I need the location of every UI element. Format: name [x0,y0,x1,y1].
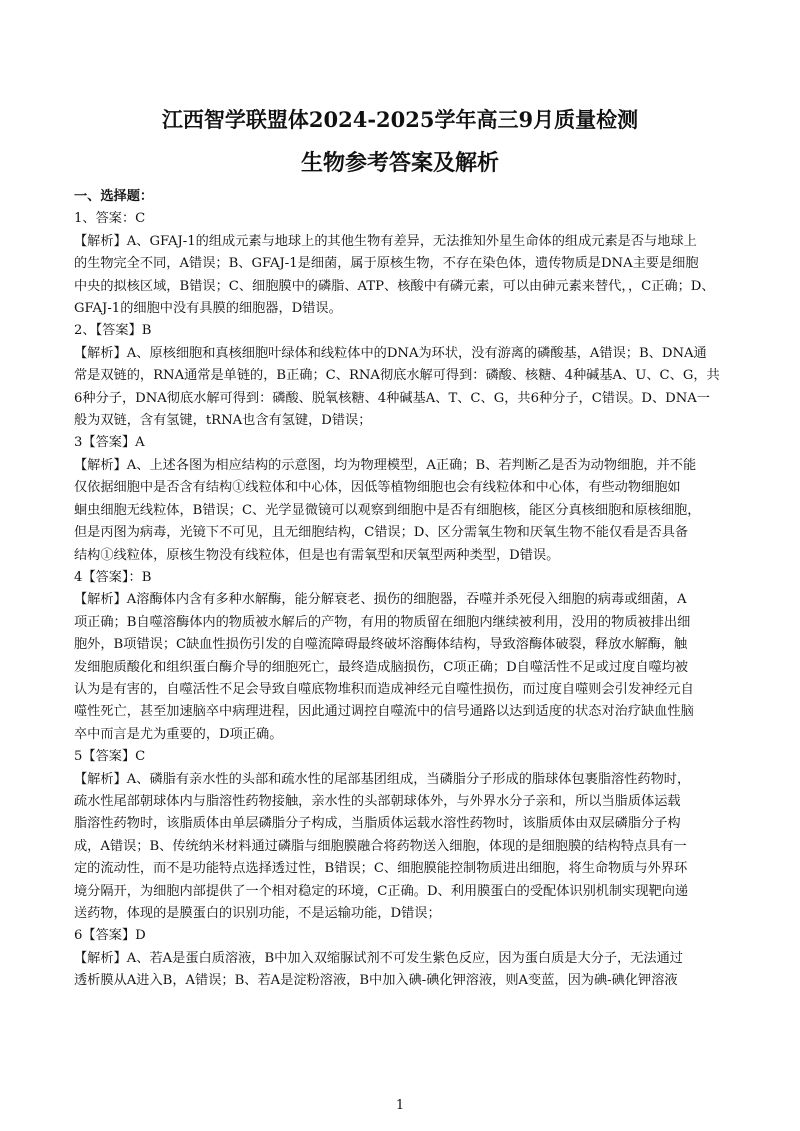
question-block [74,432,730,566]
explanation-line: 【解析】A、若A是蛋白质溶液，B中加入双缩脲试剂不可发生紫色反应，因为蛋白质是大分子，无法通过 [74,950,683,966]
explanation-paragraph [74,343,730,433]
explanation-line: 脂溶性药物时，该脂质体由单层磷脂分子构成，当脂质体运载水溶性药物时，该脂质体由双层磷脂分子构 [74,816,681,832]
explanation-line: 境分隔开，为细胞内部提供了一个相对稳定的环境，C正确。D、利用膜蛋白的受配体识别机制实现靶向递 [74,883,689,899]
explanation-paragraph [74,948,730,993]
answer-line: 4【答案】：B [74,569,152,585]
explanation-line: 送药物，体现的是膜蛋白的识别功能，不是运输功能，D错误； [74,906,441,921]
explanation-line: 项正确；B自噬溶酶体内的物质被水解后的产物，有用的物质留在细胞内继续被利用，没用的物质被排出细 [74,614,691,630]
explanation-paragraph [74,769,730,926]
explanation-line: 结构①线粒体，原核生物没有线粒体，但是也有需氧型和厌氧型两种类型，D错误。 [74,547,560,563]
answer-line: 3【答案】A [74,435,145,451]
explanation-line: 【解析】A溶酶体内含有多种水解酶，能分解衰老、损伤的细胞器，吞噬并杀死侵入细胞的病毒或细菌，A [74,592,687,608]
answer-line: 6【答案】D [74,928,146,944]
document-title: 江西智学联盟体2024-2025学年高三9月质量检测 [161,107,639,132]
explanation-line: 噬性死亡，甚至加速脑卒中病理进程，因此通过调控自噬流中的信号通路以达到适度的状态对治疗缺血性脑 [74,704,694,720]
explanation-line: 胞外，B项错误；C缺血性损伤引发的自噬流障碍最终破坏溶酶体结构，导致溶酶体破裂，释放水解酶，触 [74,637,688,653]
explanation-line: 蛔虫细胞无线粒体，B错误；C、光学显微镜可以观察到细胞中是否有细胞核，能区分真核细胞和原核细胞， [74,502,701,518]
explanation-paragraph [74,231,730,321]
question-block [74,320,730,432]
question-block [74,746,730,925]
explanation-line: 【解析】A、上述各图为相应结构的示意图，均为物理模型，A正确；B、若判断乙是否为动物细胞，并不能 [74,457,697,473]
document-body [74,186,730,993]
explanation-line: 仅依据细胞中是否含有结构①线粒体和中心体，因低等植物细胞也会有线粒体和中心体，有些动物细胞如 [74,480,681,496]
page-number: 1 [395,1098,405,1113]
explanation-line: 成，A错误；B、传统纳米材料通过磷脂与细胞膜融合将药物送入细胞，体现的是细胞膜的结构特点具有一 [74,838,687,854]
explanation-line: 的生物完全不同，A错误；B、GFAJ-1是细菌，属于原核生物，不存在染色体，遗传物质是DNA主要是细胞 [74,256,699,272]
explanation-line: 定的流动性，而不是功能特点选择透过性，B错误；C、细胞膜能控制物质进出细胞，将生命物质与外界环 [74,861,688,877]
section-heading: 一、选择题： [74,189,154,204]
explanation-line: 般为双链，含有氢键，tRNA也含有氢键，D错误； [74,413,372,429]
answer-line: 2、【答案】B [74,323,152,339]
question-list [74,208,730,992]
question-block [74,567,730,746]
explanation-line: 认为是有害的，自噬活性不足会导致自噬底物堆积而造成神经元自噬性损伤，而过度自噬则会引发神经元自 [74,681,694,697]
document-subtitle: 生物参考答案及解析 [300,150,499,176]
answer-line: 1、答案：C [74,211,146,227]
explanation-line: 疏水性尾部朝球体内与脂溶性药物接触，亲水性的头部朝球体外，与外界水分子亲和，所以当脂质体运载 [74,793,681,809]
question-block [74,208,730,320]
explanation-line: 常是双链的，RNA通常是单链的，B正确；C、RNA彻底水解可得到：磷酸、核糖、4种碱基A、U、C、G，共 [74,368,720,384]
question-block [74,925,730,992]
explanation-line: 【解析】A、磷脂有亲水性的头部和疏水性的尾部基团组成，当磷脂分子形成的脂球体包裹脂溶性药物时， [74,771,691,787]
explanation-line: GFAJ-1的细胞中没有具膜的细胞器，D错误。 [74,301,342,317]
answer-line: 5【答案】C [74,749,146,765]
explanation-line: 卒中而言是尤为重要的，D项正确。 [74,726,283,742]
explanation-line: 发细胞质酸化和组织蛋白酶介导的细胞死亡，最终造成脑损伤，C项正确；D自噬活性不足或过度自噬均被 [74,659,689,675]
explanation-paragraph [74,589,730,746]
explanation-line: 【解析】A、原核细胞和真核细胞叶绿体和线粒体中的DNA为环状，没有游离的磷酸基，A错误；B、DNA通 [74,345,707,361]
explanation-line: 但是丙图为病毒，光镜下不可见，且无细胞结构，C错误；D、区分需氧生物和厌氧生物不能仅看是否具备 [74,525,689,541]
explanation-paragraph [74,455,730,567]
explanation-line: 6种分子，DNA彻底水解可得到：磷酸、脱氧核糖、4种碱基A、T、C、G，共6种分子，C错误。D、DNA一 [74,390,710,406]
explanation-line: 【解析】A、GFAJ-1的组成元素与地球上的其他生物有差异，无法推知外星生命体的组成元素是否与地球上 [74,233,697,249]
explanation-line: 中央的拟核区域，B错误；C、细胞膜中的磷脂、ATP、核酸中有磷元素，可以由砷元素来替代，，C正确；D、 [74,278,715,294]
explanation-line: 透析膜从A进入B，A错误；B、若A是淀粉溶液，B中加入碘-碘化钾溶液，则A变蓝，因为碘-碘化钾溶液 [74,973,678,989]
